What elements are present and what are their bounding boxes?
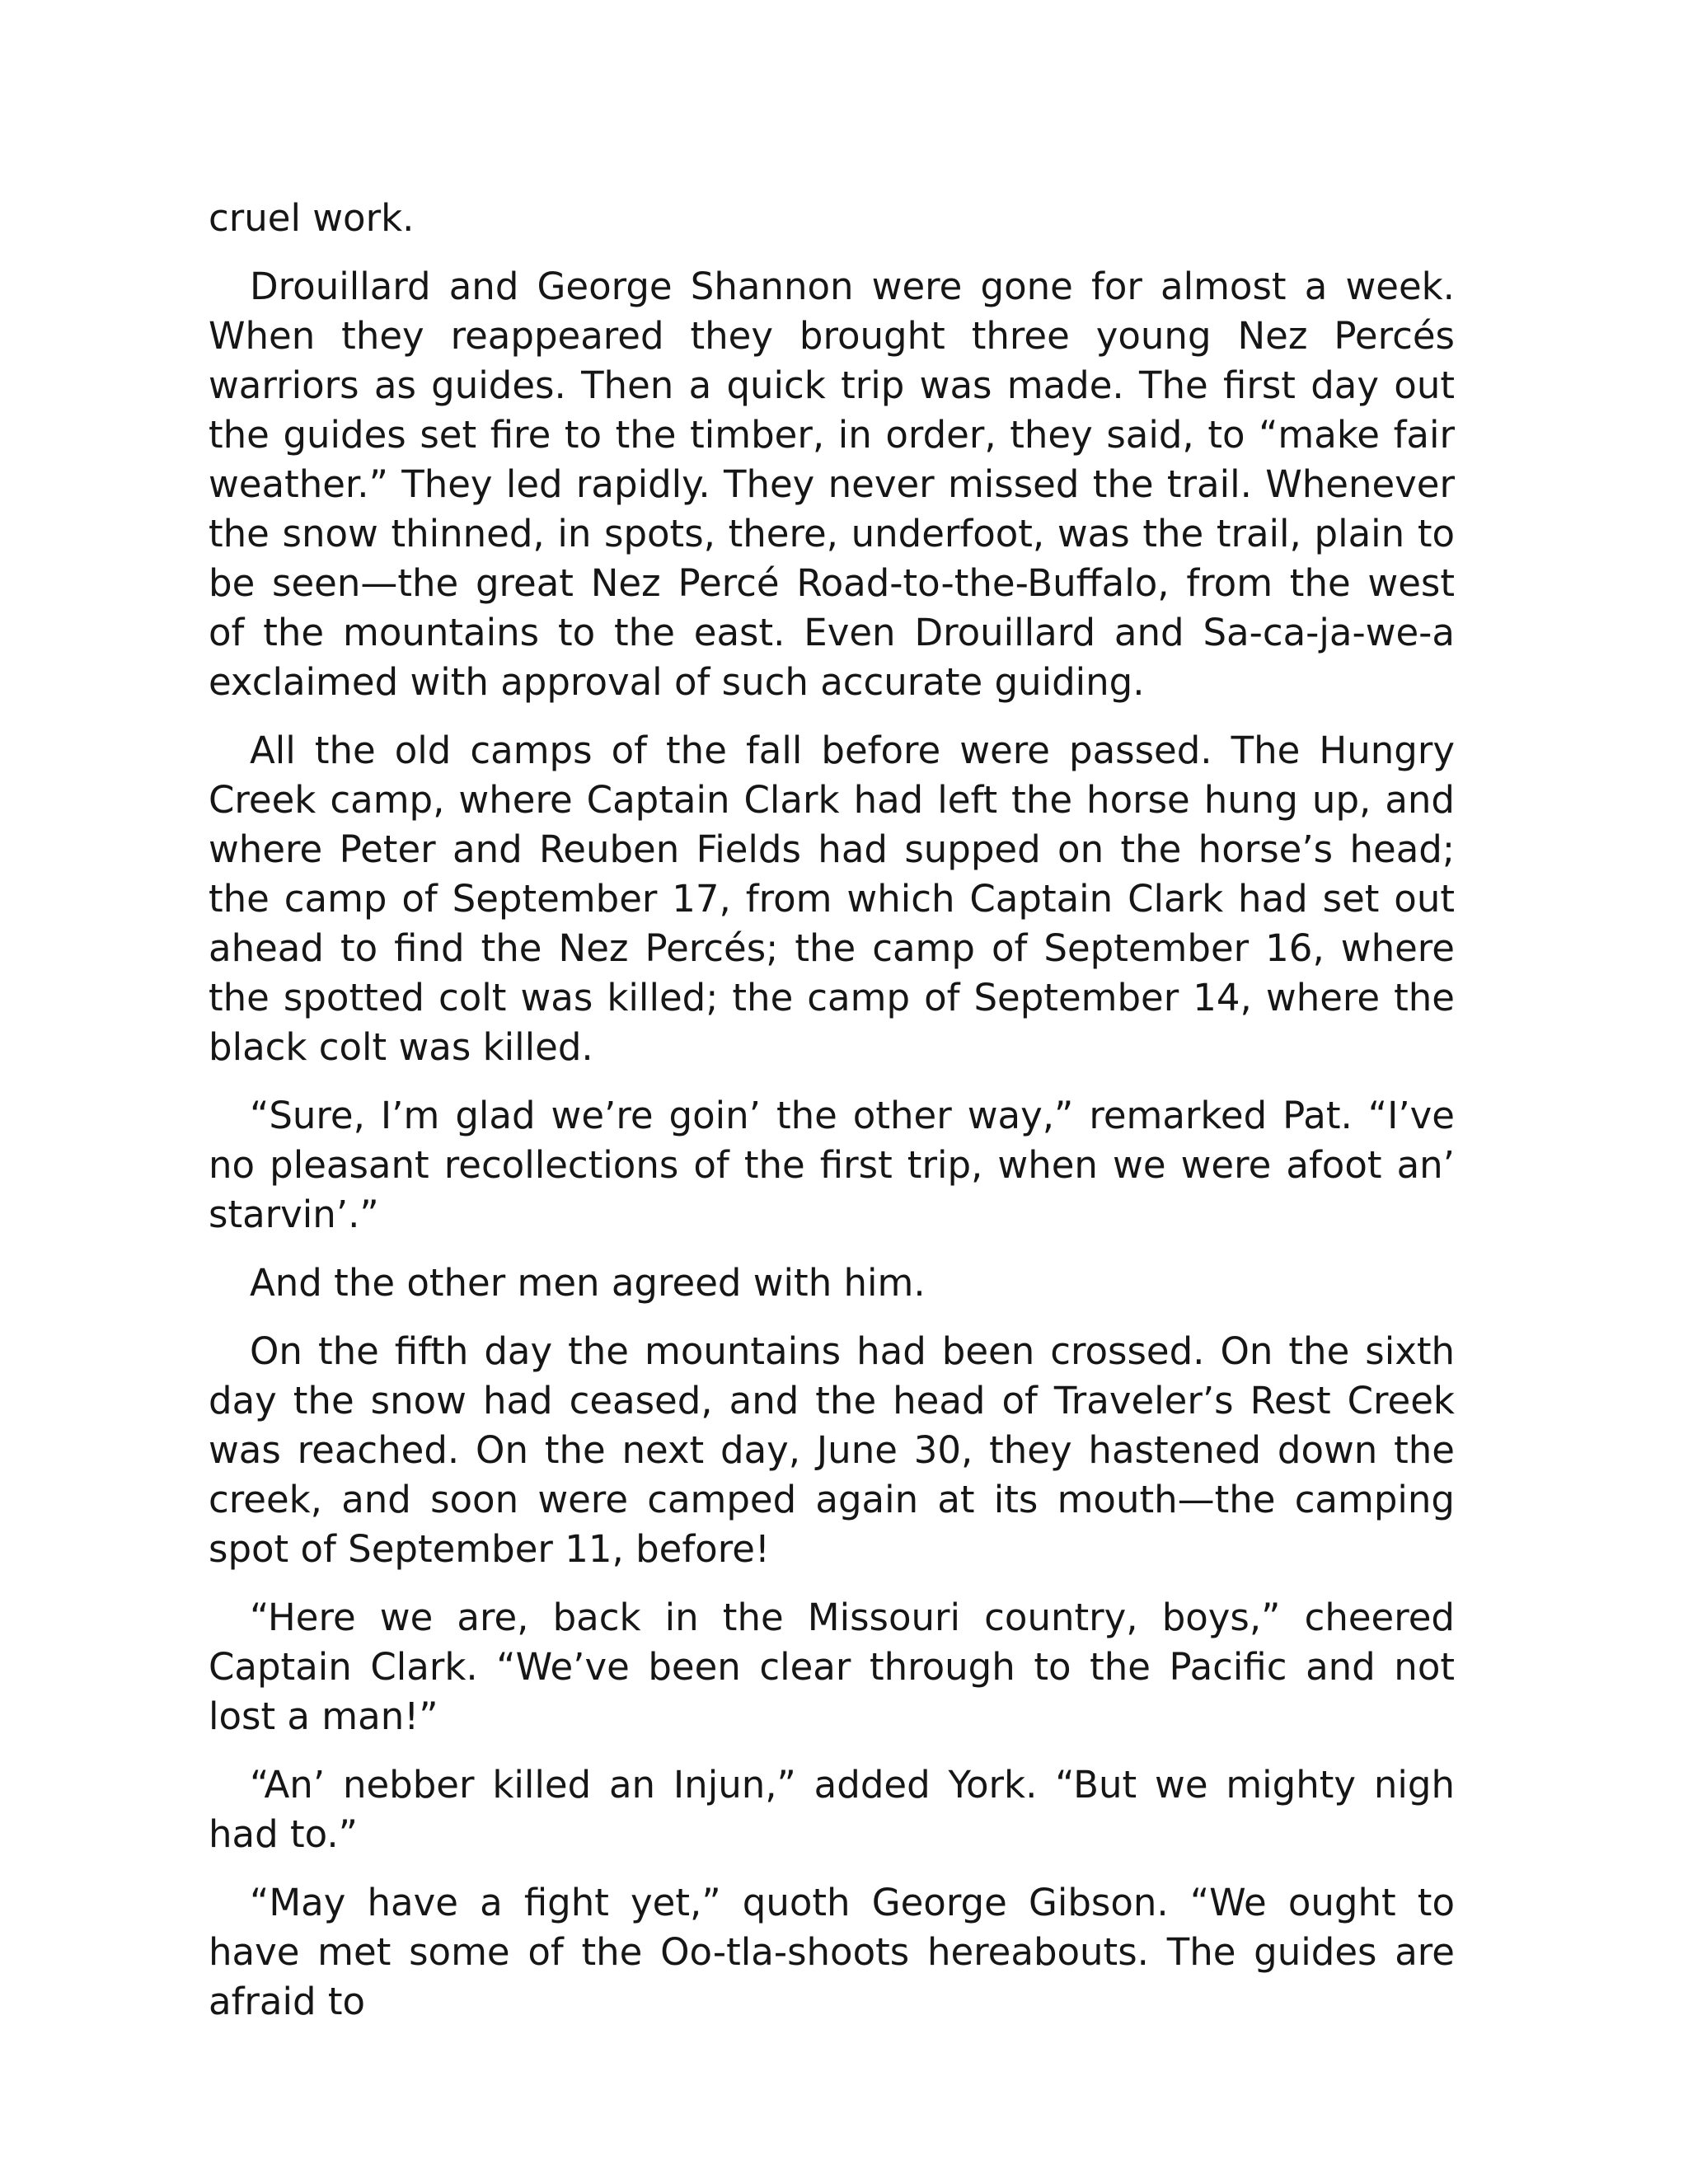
paragraph-old-camps: All the old camps of the fall before were passed. The Hungry Creek camp, where Captain Clark had left the horse hung up, and where Peter and Reuben Fields had supped on the horse’s head; the camp of September 17, from which Captain Clark had set out ahead to find the Nez Percés; the camp of September 16, where the spotted colt was killed; the camp of September 14, where the black colt was killed. <box>209 729 1455 1069</box>
paragraph-pat-remark: “Sure, I’m glad we’re goin’ the other way,” remarked Pat. “I’ve no pleasant recollections of the first trip, when we were afoot an’ starvin’.” <box>209 1094 1455 1236</box>
paragraph-guides-arrive: Drouillard and George Shannon were gone for almost a week. When they reappeared they brought three young Nez Percés warriors as guides. Then a quick trip was made. The first day out the guides set fire to the timber, in order, they said, to “make fair weather.” They led rapidly. They never missed the trail. Whenever the snow thinned, in spots, there, underfoot, was the trail, plain to be seen—the great Nez Percé Road-to-the-Buffalo, from the west of the mountains to the east. Even Drouillard and Sa-ca-ja-we-a exclaimed with approval of such accurate guiding. <box>209 265 1455 704</box>
paragraph-clark-cheer: “Here we are, back in the Missouri country, boys,” cheered Captain Clark. “We’ve been clear through to the Pacific and not lost a man!” <box>209 1596 1455 1738</box>
page-body-text <box>209 194 1455 2027</box>
paragraph-gibson-remark: “May have a fight yet,” quoth George Gibson. “We ought to have met some of the Oo-tla-shoots hereabouts. The guides are afraid to <box>209 1881 1455 2023</box>
paragraph-continuation: cruel work. <box>209 196 415 240</box>
paragraph-york-reply: “An’ nebber killed an Injun,” added York. “But we mighty nigh had to.” <box>209 1763 1455 1856</box>
paragraph-men-agree: And the other men agreed with him. <box>250 1261 926 1305</box>
paragraph-mountains-crossed: On the fifth day the mountains had been crossed. On the sixth day the snow had ceased, and the head of Traveler’s Rest Creek was reached. On the next day, June 30, they hastened down the creek, and soon were camped again at its mouth—the camping spot of September 11, before! <box>209 1329 1455 1571</box>
